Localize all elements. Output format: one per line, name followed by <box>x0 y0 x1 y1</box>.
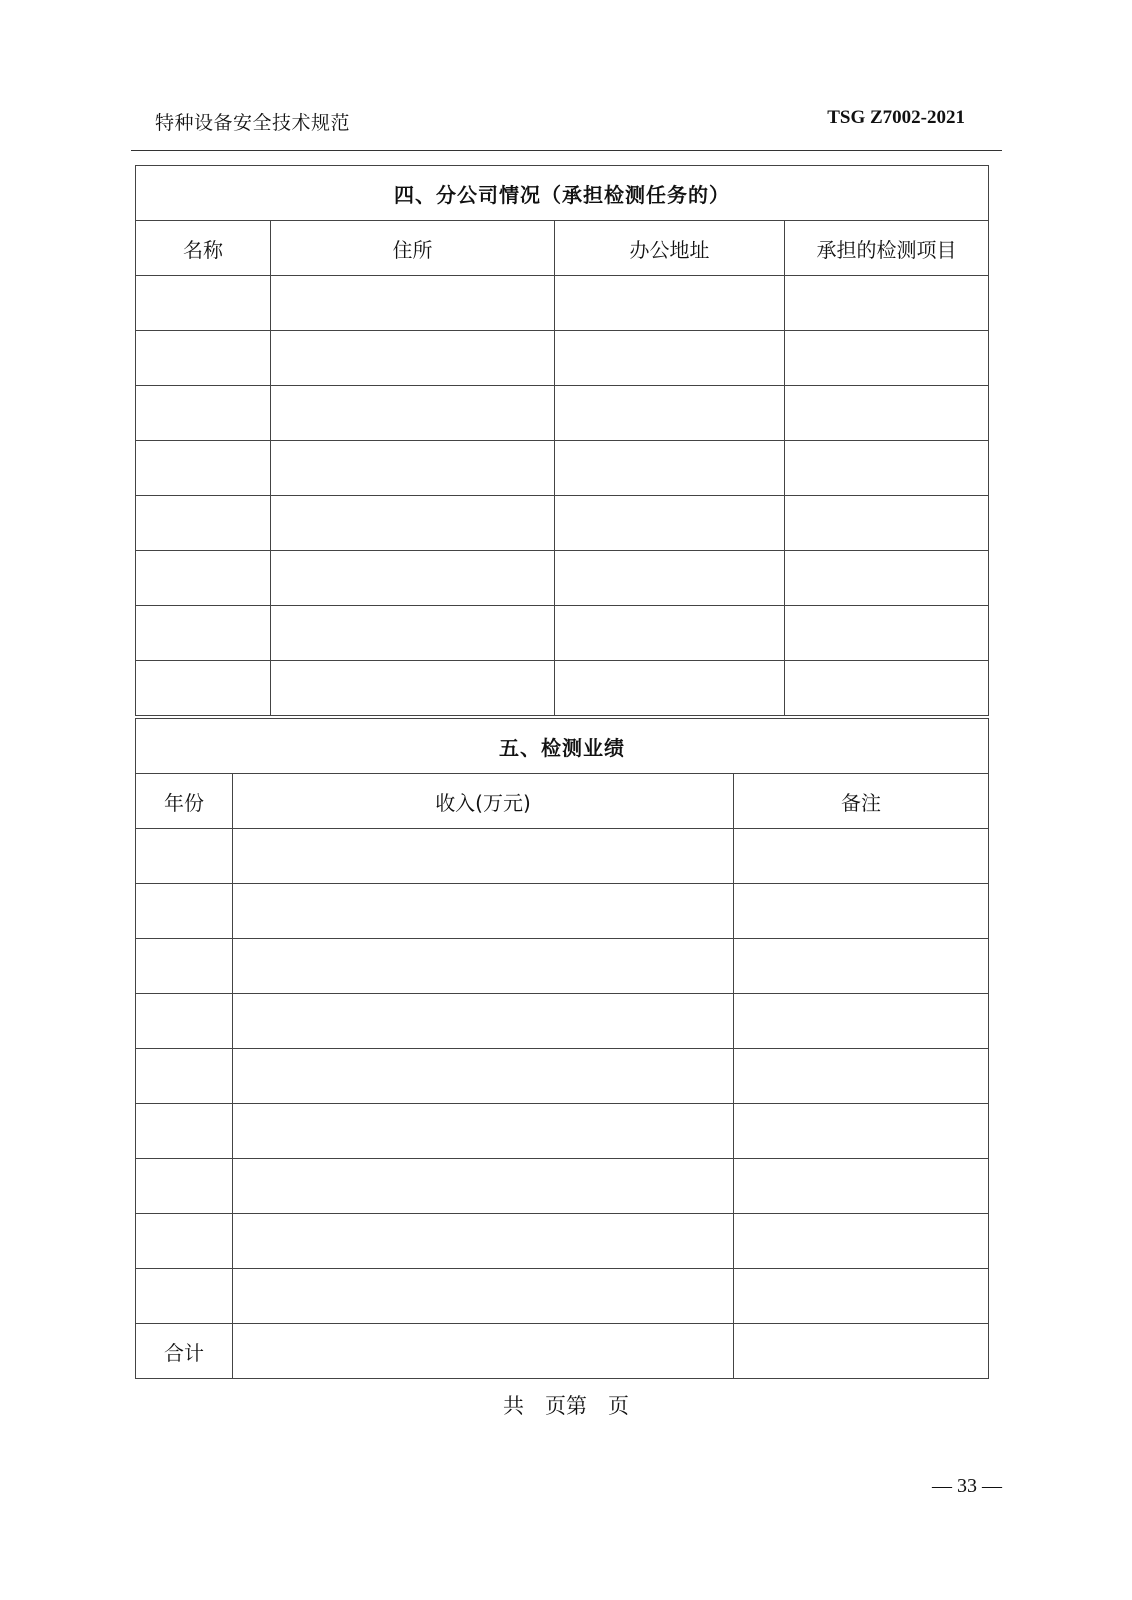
performance-row <box>136 829 989 884</box>
blank-cell[interactable] <box>785 606 989 661</box>
branch-office-row <box>136 496 989 551</box>
blank-cell[interactable] <box>271 276 555 331</box>
blank-cell[interactable] <box>136 1159 233 1214</box>
section4-header-row <box>136 221 989 276</box>
blank-cell[interactable] <box>271 496 555 551</box>
blank-cell[interactable] <box>136 1214 233 1269</box>
column-header-domicile: 住所 <box>271 221 555 276</box>
section4-title: 四、分公司情况（承担检测任务的） <box>136 166 989 221</box>
inspection-performance-table <box>135 718 989 1379</box>
column-header-income: 收入(万元) <box>233 774 734 829</box>
blank-cell[interactable] <box>136 441 271 496</box>
branch-office-row <box>136 441 989 496</box>
column-header-name: 名称 <box>136 221 271 276</box>
blank-cell[interactable] <box>555 496 785 551</box>
blank-cell[interactable] <box>785 441 989 496</box>
page-count-line: 共 页第 页 <box>503 1394 629 1418</box>
blank-cell[interactable] <box>734 1269 989 1324</box>
blank-cell[interactable] <box>785 386 989 441</box>
blank-cell[interactable] <box>271 441 555 496</box>
blank-cell[interactable] <box>136 939 233 994</box>
blank-cell[interactable] <box>271 331 555 386</box>
blank-cell[interactable] <box>555 386 785 441</box>
blank-cell[interactable] <box>734 994 989 1049</box>
blank-cell[interactable] <box>136 606 271 661</box>
page-number: — 33 — <box>932 1475 1002 1497</box>
blank-cell[interactable] <box>136 496 271 551</box>
blank-cell[interactable] <box>271 551 555 606</box>
branch-office-row <box>136 661 989 716</box>
blank-cell[interactable] <box>785 276 989 331</box>
document-code: TSG Z7002-2021 <box>827 107 965 128</box>
blank-cell[interactable] <box>136 1049 233 1104</box>
blank-cell[interactable] <box>271 386 555 441</box>
blank-cell[interactable] <box>136 386 271 441</box>
blank-cell[interactable] <box>555 331 785 386</box>
blank-cell[interactable] <box>734 1159 989 1214</box>
performance-row <box>136 1104 989 1159</box>
performance-row <box>136 994 989 1049</box>
blank-cell[interactable] <box>233 1104 734 1159</box>
blank-cell[interactable] <box>734 1104 989 1159</box>
blank-cell[interactable] <box>785 661 989 716</box>
total-label: 合计 <box>136 1324 233 1379</box>
blank-cell[interactable] <box>734 829 989 884</box>
branch-office-table <box>135 165 989 716</box>
blank-cell[interactable] <box>136 829 233 884</box>
header-divider <box>131 150 1002 151</box>
blank-cell[interactable] <box>233 1049 734 1104</box>
column-header-remarks: 备注 <box>734 774 989 829</box>
section5-header-row <box>136 774 989 829</box>
section5-title: 五、检测业绩 <box>136 719 989 774</box>
blank-cell[interactable] <box>785 331 989 386</box>
performance-row <box>136 939 989 994</box>
blank-cell[interactable] <box>136 331 271 386</box>
blank-cell[interactable] <box>136 551 271 606</box>
branch-office-row <box>136 386 989 441</box>
branch-office-row <box>136 276 989 331</box>
blank-cell[interactable] <box>136 884 233 939</box>
branch-office-row <box>136 331 989 386</box>
blank-cell[interactable] <box>555 551 785 606</box>
blank-cell[interactable] <box>233 1214 734 1269</box>
blank-cell[interactable] <box>233 939 734 994</box>
column-header-inspection-items: 承担的检测项目 <box>785 221 989 276</box>
performance-row <box>136 884 989 939</box>
blank-cell[interactable] <box>233 1269 734 1324</box>
blank-cell[interactable] <box>233 1159 734 1214</box>
performance-row <box>136 1049 989 1104</box>
blank-cell[interactable] <box>136 661 271 716</box>
blank-cell[interactable] <box>785 551 989 606</box>
blank-cell[interactable] <box>136 994 233 1049</box>
blank-cell[interactable] <box>555 606 785 661</box>
column-header-office-address: 办公地址 <box>555 221 785 276</box>
blank-cell[interactable] <box>734 1049 989 1104</box>
column-header-year: 年份 <box>136 774 233 829</box>
blank-cell[interactable] <box>555 661 785 716</box>
blank-cell[interactable] <box>555 276 785 331</box>
branch-office-row <box>136 551 989 606</box>
blank-cell[interactable] <box>233 1324 734 1379</box>
blank-cell[interactable] <box>555 441 785 496</box>
blank-cell[interactable] <box>734 939 989 994</box>
total-row <box>136 1324 989 1379</box>
blank-cell[interactable] <box>233 994 734 1049</box>
performance-row <box>136 1159 989 1214</box>
performance-row <box>136 1269 989 1324</box>
blank-cell[interactable] <box>136 276 271 331</box>
blank-cell[interactable] <box>233 829 734 884</box>
blank-cell[interactable] <box>271 606 555 661</box>
blank-cell[interactable] <box>734 884 989 939</box>
performance-row <box>136 1214 989 1269</box>
branch-office-row <box>136 606 989 661</box>
document-series-title: 特种设备安全技术规范 <box>155 112 351 134</box>
blank-cell[interactable] <box>734 1324 989 1379</box>
blank-cell[interactable] <box>785 496 989 551</box>
blank-cell[interactable] <box>136 1269 233 1324</box>
blank-cell[interactable] <box>271 661 555 716</box>
blank-cell[interactable] <box>233 884 734 939</box>
blank-cell[interactable] <box>734 1214 989 1269</box>
blank-cell[interactable] <box>136 1104 233 1159</box>
